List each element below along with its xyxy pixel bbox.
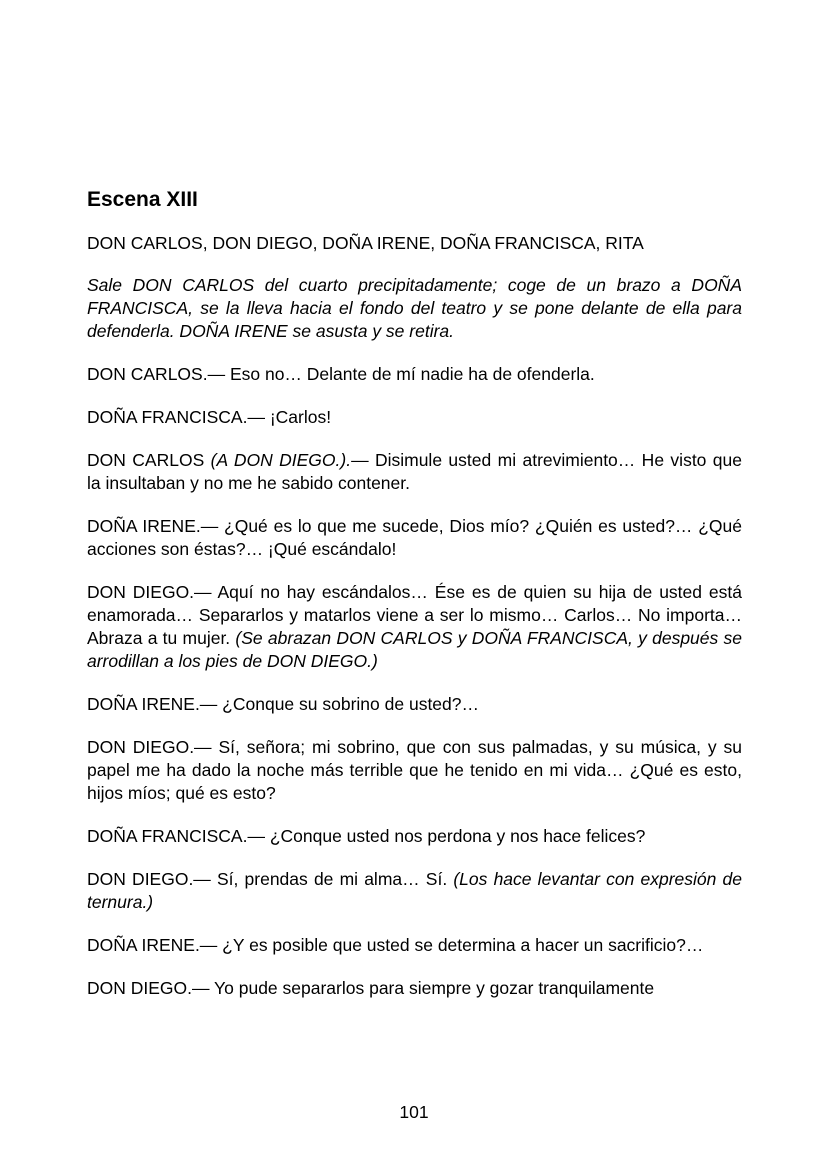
line-text: ¡Carlos! bbox=[264, 407, 332, 427]
line-text: ¿Conque usted nos perdona y nos hace felices? bbox=[264, 826, 646, 846]
dialogue-line bbox=[87, 977, 742, 1000]
line-text: Eso no… Delante de mí nadie ha de ofenderla. bbox=[225, 364, 595, 384]
line-text: ¿Qué es lo que me sucede, Dios mío? ¿Quién es usted?… ¿Qué acciones son éstas?… ¡Qué escándalo! bbox=[87, 516, 742, 559]
stage-direction: Sale DON CARLOS del cuarto precipitadamente; coge de un brazo a DOÑA FRANCISCA, se la lleva hacia el fondo del teatro y se pone delante de ella para defenderla. DOÑA IRENE se asusta y se retira. bbox=[87, 275, 742, 341]
speaker: DON CARLOS bbox=[87, 450, 211, 470]
dialogue-line bbox=[87, 363, 742, 386]
line-text: — Disimule usted mi atrevimiento… He visto que la insultaban y no me he sabido contener. bbox=[87, 450, 742, 493]
dialogue-line bbox=[87, 693, 742, 716]
stage-aside: (Se abrazan DON CARLOS y DOÑA FRANCISCA, y después se arrodillan a los pies de DON DIEGO.) bbox=[87, 628, 742, 671]
speaker: DOÑA FRANCISCA.— bbox=[87, 826, 265, 846]
speaker: DON DIEGO.— bbox=[87, 737, 212, 757]
line-text: Aquí no hay escándalos… Ése es de quien su hija de usted está enamorada… Separarlos y matarlos viene a ser lo mismo… Carlos… No importa… Abraza a tu mujer. bbox=[87, 582, 742, 648]
speaker: DOÑA FRANCISCA.— bbox=[87, 407, 265, 427]
speaker: DOÑA IRENE.— bbox=[87, 694, 218, 714]
dialogue-line bbox=[87, 515, 742, 561]
dialogue-line bbox=[87, 406, 742, 429]
speaker: DON CARLOS.— bbox=[87, 364, 226, 384]
line-text: Sí, prendas de mi alma… Sí. bbox=[210, 869, 454, 889]
dialogue-line bbox=[87, 581, 742, 673]
page-body bbox=[87, 186, 742, 1020]
stage-aside: (A DON DIEGO.). bbox=[210, 450, 352, 470]
speaker: DON DIEGO.— bbox=[87, 978, 210, 998]
dialogue-line bbox=[87, 736, 742, 805]
line-text: ¿Y es posible que usted se determina a hacer un sacrificio?… bbox=[217, 935, 704, 955]
dialogue-line bbox=[87, 934, 742, 957]
cast-list: DON CARLOS, DON DIEGO, DOÑA IRENE, DOÑA FRANCISCA, RITA bbox=[87, 233, 644, 253]
stage-aside: (Los hace levantar con expresión de ternura.) bbox=[87, 869, 742, 912]
speaker: DOÑA IRENE.— bbox=[87, 516, 219, 536]
speaker: DON DIEGO.— bbox=[87, 869, 211, 889]
dialogue-line bbox=[87, 449, 742, 495]
line-text: ¿Conque su sobrino de usted?… bbox=[217, 694, 480, 714]
speaker: DOÑA IRENE.— bbox=[87, 935, 218, 955]
speaker: DON DIEGO.— bbox=[87, 582, 212, 602]
page-number: 101 bbox=[399, 1102, 429, 1122]
line-text: Yo pude separarlos para siempre y gozar tranquilamente bbox=[209, 978, 655, 998]
scene-title: Escena XIII bbox=[87, 188, 198, 211]
dialogue-line bbox=[87, 825, 742, 848]
line-text: Sí, señora; mi sobrino, que con sus palmadas, y su música, y su papel me ha dado la noche más terrible que he tenido en mi vida… ¿Qué es esto, hijos míos; qué es esto? bbox=[87, 737, 743, 803]
dialogue-line bbox=[87, 868, 742, 914]
